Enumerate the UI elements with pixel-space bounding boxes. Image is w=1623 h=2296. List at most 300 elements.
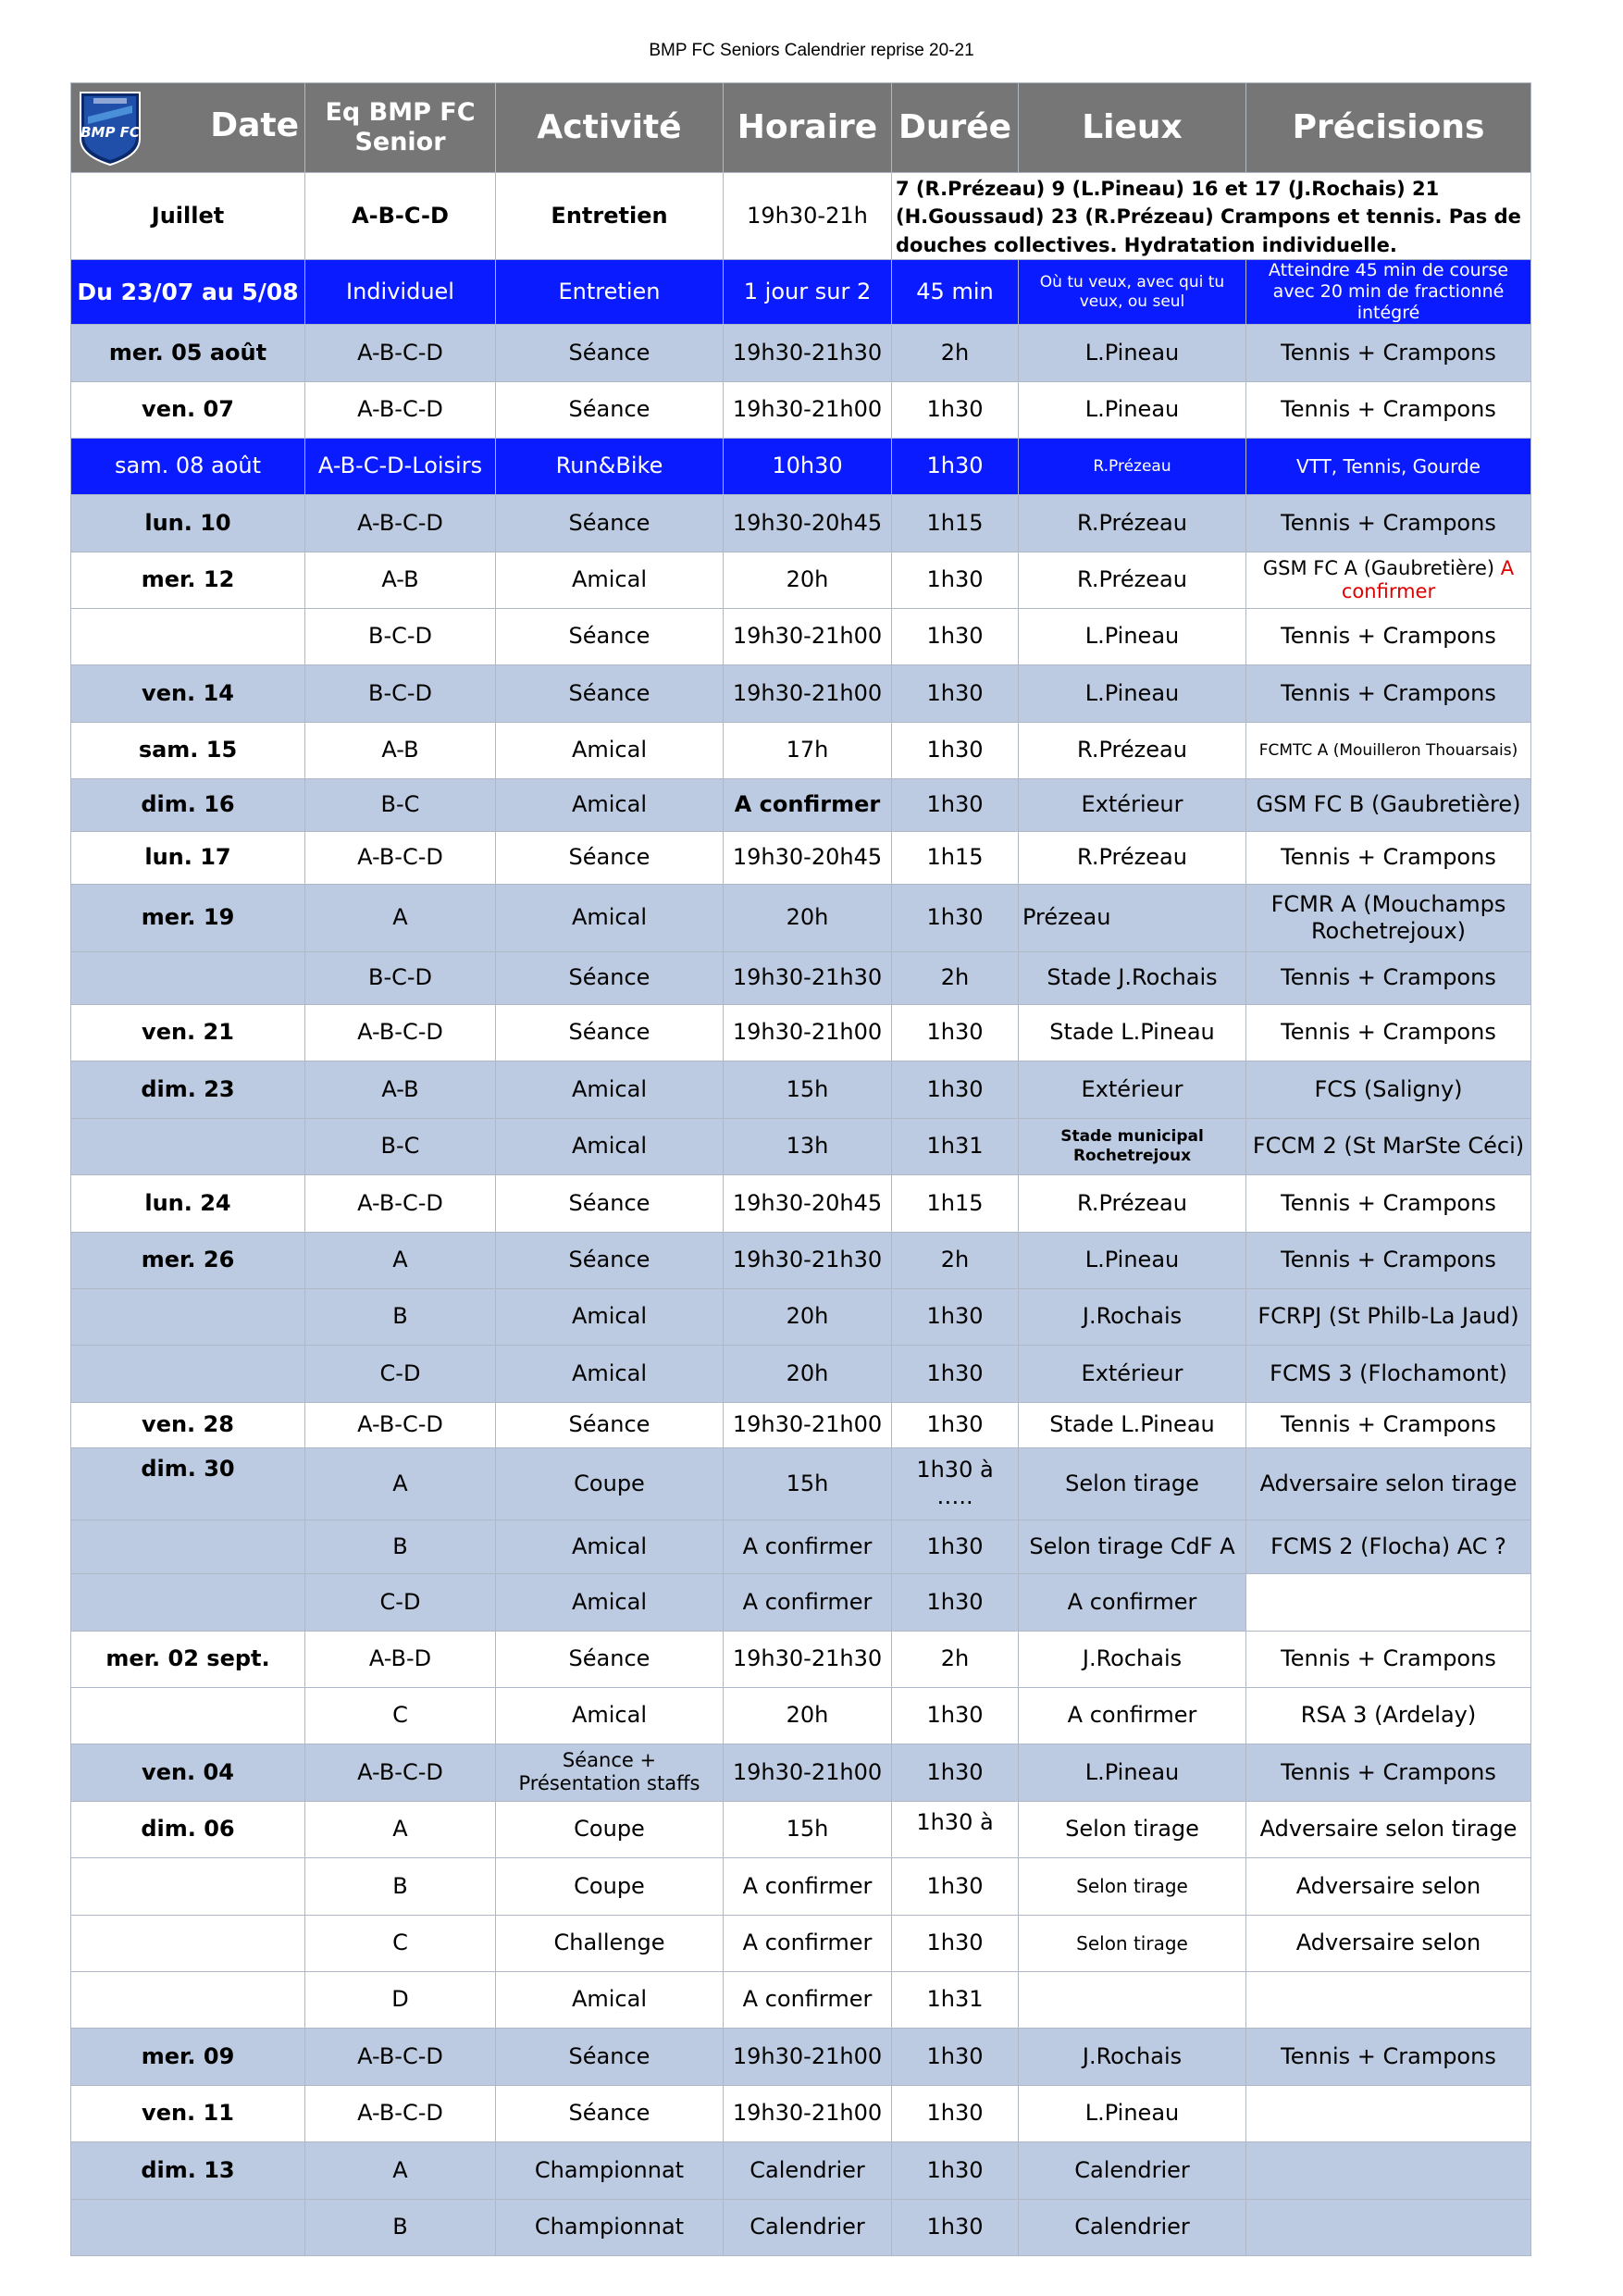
lieux-cell: Selon tirage — [1019, 1447, 1246, 1520]
activite-cell: Amical — [496, 1061, 724, 1118]
table-row — [71, 1573, 1531, 1631]
activite-cell: Séance — [496, 608, 724, 664]
activite-cell: Coupe — [496, 1857, 724, 1915]
activite-cell: Séance — [496, 664, 724, 722]
lieux-cell: L.Pineau — [1019, 381, 1246, 438]
duree-cell: 1h30 à — [892, 1801, 1019, 1857]
table-row — [71, 2085, 1531, 2141]
horaire-cell: 19h30-21h00 — [724, 381, 892, 438]
horaire-cell: 19h30-20h45 — [724, 494, 892, 552]
lieux-cell: R.Prézeau — [1019, 438, 1246, 494]
precisions-cell: Tennis + Crampons — [1246, 324, 1531, 381]
duree-cell: 1h30 — [892, 552, 1019, 608]
precisions-cell: Adversaire selon — [1246, 1915, 1531, 1971]
activite-cell: Séance — [496, 381, 724, 438]
horaire-cell: 20h — [724, 552, 892, 608]
lieux-cell: R.Prézeau — [1019, 722, 1246, 778]
horaire-cell: 17h — [724, 722, 892, 778]
precisions-cell: RSA 3 (Ardelay) — [1246, 1687, 1531, 1744]
eq-cell: A-B — [305, 1061, 496, 1118]
duree-cell: 1h30 — [892, 1687, 1019, 1744]
lieux-cell: Calendrier — [1019, 2141, 1246, 2199]
activite-cell: Amical — [496, 1520, 724, 1573]
eq-cell: D — [305, 1971, 496, 2028]
horaire-cell: 19h30-21h30 — [724, 1631, 892, 1687]
duree-cell: 1h30 — [892, 2199, 1019, 2255]
table-row — [71, 722, 1531, 778]
date-cell: dim. 30 — [71, 1447, 305, 1520]
eq-cell: B — [305, 1520, 496, 1573]
date-cell — [71, 1915, 305, 1971]
duree-cell: 1h31 — [892, 1971, 1019, 2028]
date-cell: dim. 23 — [71, 1061, 305, 1118]
duree-cell: 2h — [892, 324, 1019, 381]
activite-cell: Séance — [496, 324, 724, 381]
table-row — [71, 2028, 1531, 2085]
horaire-cell: Calendrier — [724, 2141, 892, 2199]
duree-cell: 1h30 — [892, 1744, 1019, 1801]
activite-cell: Championnat — [496, 2141, 724, 2199]
header-date-label: Date — [210, 106, 299, 144]
table-row — [71, 438, 1531, 494]
precisions-text: GSM FC A (Gaubretière) — [1262, 556, 1495, 579]
horaire-cell: 19h30-21h00 — [724, 1004, 892, 1061]
lieux-cell: Selon tirage — [1019, 1915, 1246, 1971]
precisions-cell: FCCM 2 (St MarSte Céci) — [1246, 1118, 1531, 1174]
eq-cell: A-B-C-D — [305, 1174, 496, 1232]
lieux-cell: R.Prézeau — [1019, 494, 1246, 552]
duree-cell: 1h30 — [892, 608, 1019, 664]
date-cell: ven. 11 — [71, 2085, 305, 2141]
date-cell: ven. 04 — [71, 1744, 305, 1801]
precisions-cell: Tennis + Crampons — [1246, 1744, 1531, 1801]
date-cell: mer. 05 août — [71, 324, 305, 381]
precisions-cell: Tennis + Crampons — [1246, 1174, 1531, 1232]
precisions-cell: VTT, Tennis, Gourde — [1246, 438, 1531, 494]
date-cell: ven. 07 — [71, 381, 305, 438]
precisions-cell: Atteindre 45 min de course avec 20 min de fractionné intégré — [1246, 260, 1531, 324]
club-logo-icon — [75, 89, 145, 167]
juillet-note-cell: 7 (R.Prézeau) 9 (L.Pineau) 16 et 17 (J.Rochais) 21 (H.Goussaud) 23 (R.Prézeau) Crampons et tennis. Pas de douches collectives. Hydratation individuelle. — [892, 173, 1531, 260]
eq-cell: A-B-C-D-Loisirs — [305, 438, 496, 494]
duree-cell: 2h — [892, 1232, 1019, 1288]
table-row — [71, 884, 1531, 951]
horaire-cell: 19h30-21h00 — [724, 2085, 892, 2141]
activite-cell: Coupe — [496, 1801, 724, 1857]
table-row — [71, 831, 1531, 884]
duree-cell: 1h30 — [892, 1061, 1019, 1118]
table-row — [71, 260, 1531, 324]
precisions-cell — [1246, 1971, 1531, 2028]
horaire-cell: 15h — [724, 1447, 892, 1520]
table-row — [71, 2141, 1531, 2199]
duree-cell: 1h30 — [892, 1345, 1019, 1402]
activite-cell: Amical — [496, 552, 724, 608]
confirm-warning: A confirmer — [1341, 556, 1515, 602]
eq-cell: B — [305, 2199, 496, 2255]
horaire-cell: 15h — [724, 1801, 892, 1857]
horaire-cell: 19h30-21h00 — [724, 608, 892, 664]
table-row — [71, 951, 1531, 1004]
horaire-cell: 20h — [724, 1288, 892, 1345]
lieux-cell: L.Pineau — [1019, 1232, 1246, 1288]
duree-cell: 1h30 — [892, 438, 1019, 494]
duree-cell: 1h30 — [892, 1288, 1019, 1345]
table-row — [71, 1061, 1531, 1118]
table-row — [71, 1345, 1531, 1402]
lieux-cell: R.Prézeau — [1019, 831, 1246, 884]
table-row — [71, 494, 1531, 552]
eq-cell: A-B-C-D — [305, 324, 496, 381]
precisions-cell: Tennis + Crampons — [1246, 1631, 1531, 1687]
lieux-cell: J.Rochais — [1019, 1631, 1246, 1687]
eq-cell: C — [305, 1687, 496, 1744]
date-cell: ven. 28 — [71, 1402, 305, 1447]
table-row — [71, 381, 1531, 438]
header-row — [71, 83, 1531, 173]
eq-cell: A-B-C-D — [305, 381, 496, 438]
lieux-cell: Extérieur — [1019, 1061, 1246, 1118]
eq-cell: B-C-D — [305, 608, 496, 664]
precisions-cell: Adversaire selon tirage — [1246, 1447, 1531, 1520]
table-row — [71, 1520, 1531, 1573]
lieux-cell: Stade municipal Rochetrejoux — [1019, 1118, 1246, 1174]
horaire-cell: 20h — [724, 1687, 892, 1744]
activite-cell: Séance — [496, 494, 724, 552]
eq-cell: A — [305, 884, 496, 951]
precisions-cell: FCMTC A (Mouilleron Thouarsais) — [1246, 722, 1531, 778]
precisions-cell: Tennis + Crampons — [1246, 1232, 1531, 1288]
eq-cell: A — [305, 1447, 496, 1520]
precisions-cell: Tennis + Crampons — [1246, 1402, 1531, 1447]
date-cell — [71, 1520, 305, 1573]
duree-cell: 1h31 — [892, 1118, 1019, 1174]
precisions-cell: FCMS 2 (Flocha) AC ? — [1246, 1520, 1531, 1573]
header-activite: Activité — [496, 83, 724, 173]
activite-cell: Amical — [496, 1288, 724, 1345]
lieux-cell: Selon tirage CdF A — [1019, 1520, 1246, 1573]
horaire-cell: 20h — [724, 884, 892, 951]
eq-cell: B — [305, 1857, 496, 1915]
date-cell — [71, 608, 305, 664]
precisions-cell: FCMS 3 (Flochamont) — [1246, 1345, 1531, 1402]
activite-cell: Amical — [496, 1687, 724, 1744]
eq-cell: A-B-C-D — [305, 831, 496, 884]
duree-cell: 1h30 — [892, 722, 1019, 778]
header-eq: Eq BMP FC Senior — [305, 83, 496, 173]
eq-cell: C — [305, 1915, 496, 1971]
horaire-cell: 19h30-20h45 — [724, 1174, 892, 1232]
lieux-cell: Extérieur — [1019, 1345, 1246, 1402]
date-cell — [71, 1573, 305, 1631]
horaire-cell: 19h30-21h30 — [724, 951, 892, 1004]
activite-cell: Entretien — [496, 173, 724, 260]
activite-cell: Amical — [496, 1971, 724, 2028]
table-row — [71, 1232, 1531, 1288]
precisions-cell: FCRPJ (St Philb-La Jaud) — [1246, 1288, 1531, 1345]
table-row — [71, 1744, 1531, 1801]
date-cell: sam. 15 — [71, 722, 305, 778]
date-cell — [71, 1687, 305, 1744]
eq-cell: A-B-C-D — [305, 494, 496, 552]
eq-cell: B-C-D — [305, 664, 496, 722]
date-cell: lun. 17 — [71, 831, 305, 884]
lieux-cell: Calendrier — [1019, 2199, 1246, 2255]
header-lieux: Lieux — [1019, 83, 1246, 173]
date-cell — [71, 1118, 305, 1174]
duree-cell: 2h — [892, 1631, 1019, 1687]
precisions-cell — [1246, 2085, 1531, 2141]
header-precisions: Précisions — [1246, 83, 1531, 173]
activite-cell: Championnat — [496, 2199, 724, 2255]
lieux-cell: L.Pineau — [1019, 664, 1246, 722]
eq-cell: B-C — [305, 778, 496, 831]
date-cell: dim. 06 — [71, 1801, 305, 1857]
precisions-cell: Tennis + Crampons — [1246, 608, 1531, 664]
activite-cell: Séance — [496, 951, 724, 1004]
header-duree: Durée — [892, 83, 1019, 173]
table-row — [71, 778, 1531, 831]
duree-cell: 1h30 — [892, 1857, 1019, 1915]
date-cell: dim. 13 — [71, 2141, 305, 2199]
duree-cell: 1h30 — [892, 2028, 1019, 2085]
horaire-cell: 1 jour sur 2 — [724, 260, 892, 324]
duree-cell: 1h30 — [892, 2141, 1019, 2199]
duree-cell: 1h15 — [892, 1174, 1019, 1232]
horaire-cell: 19h30-21h30 — [724, 324, 892, 381]
date-cell: ven. 21 — [71, 1004, 305, 1061]
horaire-cell: A confirmer — [724, 1915, 892, 1971]
date-cell — [71, 1857, 305, 1915]
eq-cell: A-B-C-D — [305, 1004, 496, 1061]
precisions-cell: Tennis + Crampons — [1246, 381, 1531, 438]
precisions-cell: Tennis + Crampons — [1246, 951, 1531, 1004]
date-cell: mer. 26 — [71, 1232, 305, 1288]
duree-cell: 1h30 — [892, 1915, 1019, 1971]
horaire-cell: 19h30-21h30 — [724, 1232, 892, 1288]
precisions-cell: Adversaire selon — [1246, 1857, 1531, 1915]
horaire-cell: 19h30-21h00 — [724, 1402, 892, 1447]
duree-cell: 1h30 à ….. — [892, 1447, 1019, 1520]
eq-cell: A — [305, 1232, 496, 1288]
date-cell — [71, 1288, 305, 1345]
eq-cell: A-B-C-D — [305, 173, 496, 260]
activite-cell: Amical — [496, 1345, 724, 1402]
horaire-cell: 19h30-21h00 — [724, 664, 892, 722]
eq-cell: A-B-C-D — [305, 1402, 496, 1447]
lieux-cell: Stade J.Rochais — [1019, 951, 1246, 1004]
date-cell: dim. 16 — [71, 778, 305, 831]
lieux-cell: Selon tirage — [1019, 1857, 1246, 1915]
eq-cell: C-D — [305, 1573, 496, 1631]
duree-cell: 1h30 — [892, 1402, 1019, 1447]
duree-cell: 1h30 — [892, 381, 1019, 438]
lieux-cell: L.Pineau — [1019, 324, 1246, 381]
header-horaire: Horaire — [724, 83, 892, 173]
duree-cell: 1h15 — [892, 831, 1019, 884]
horaire-cell: A confirmer — [724, 1971, 892, 2028]
table-row — [71, 1631, 1531, 1687]
activite-cell: Entretien — [496, 260, 724, 324]
lieux-cell: Stade L.Pineau — [1019, 1004, 1246, 1061]
eq-cell: A-B-C-D — [305, 2085, 496, 2141]
table-row — [71, 1288, 1531, 1345]
duree-cell: 1h30 — [892, 1573, 1019, 1631]
precisions-cell: GSM FC B (Gaubretière) — [1246, 778, 1531, 831]
date-cell: lun. 10 — [71, 494, 305, 552]
date-cell — [71, 2199, 305, 2255]
precisions-cell — [1246, 2141, 1531, 2199]
eq-cell: A-B-C-D — [305, 1744, 496, 1801]
date-cell: lun. 24 — [71, 1174, 305, 1232]
precisions-cell: Tennis + Crampons — [1246, 1004, 1531, 1061]
activite-cell: Séance — [496, 831, 724, 884]
eq-cell: B-C-D — [305, 951, 496, 1004]
precisions-cell: FCS (Saligny) — [1246, 1061, 1531, 1118]
lieux-cell: Extérieur — [1019, 778, 1246, 831]
duree-cell: 1h15 — [892, 494, 1019, 552]
activite-cell: Run&Bike — [496, 438, 724, 494]
activite-cell: Amical — [496, 778, 724, 831]
lieux-cell: Où tu veux, avec qui tu veux, ou seul — [1019, 260, 1246, 324]
activite-cell: Amical — [496, 1573, 724, 1631]
eq-cell: A-B — [305, 722, 496, 778]
schedule-table — [70, 82, 1531, 2256]
lieux-cell: J.Rochais — [1019, 1288, 1246, 1345]
table-row — [71, 324, 1531, 381]
eq-cell: A — [305, 1801, 496, 1857]
eq-cell: A-B — [305, 552, 496, 608]
horaire-cell: 20h — [724, 1345, 892, 1402]
header-date — [71, 83, 305, 173]
table-row — [71, 552, 1531, 608]
precisions-cell: Tennis + Crampons — [1246, 2028, 1531, 2085]
document-title: BMP FC Seniors Calendrier reprise 20-21 — [649, 41, 974, 60]
lieux-cell: L.Pineau — [1019, 1744, 1246, 1801]
precisions-cell: Tennis + Crampons — [1246, 664, 1531, 722]
table-row — [71, 1004, 1531, 1061]
date-cell — [71, 1345, 305, 1402]
activite-cell: Séance — [496, 1232, 724, 1288]
duree-cell: 1h30 — [892, 1520, 1019, 1573]
duree-cell: 2h — [892, 951, 1019, 1004]
lieux-cell — [1019, 1971, 1246, 2028]
horaire-cell: 19h30-21h — [724, 173, 892, 260]
horaire-cell: A confirmer — [724, 1857, 892, 1915]
duree-cell: 45 min — [892, 260, 1019, 324]
duree-cell: 1h30 — [892, 664, 1019, 722]
date-cell: ven. 14 — [71, 664, 305, 722]
precisions-cell — [1246, 552, 1531, 608]
date-cell: mer. 09 — [71, 2028, 305, 2085]
activite-cell: Séance — [496, 2085, 724, 2141]
eq-cell: B — [305, 1288, 496, 1345]
eq-cell: A — [305, 2141, 496, 2199]
lieux-cell: R.Prézeau — [1019, 552, 1246, 608]
lieux-cell: L.Pineau — [1019, 2085, 1246, 2141]
duree-cell: 1h30 — [892, 2085, 1019, 2141]
precisions-cell: Adversaire selon tirage — [1246, 1801, 1531, 1857]
precisions-cell: FCMR A (Mouchamps Rochetrejoux) — [1246, 884, 1531, 951]
lieux-cell: J.Rochais — [1019, 2028, 1246, 2085]
horaire-cell: 15h — [724, 1061, 892, 1118]
precisions-cell: Tennis + Crampons — [1246, 831, 1531, 884]
eq-cell: B-C — [305, 1118, 496, 1174]
horaire-cell: A confirmer — [724, 1573, 892, 1631]
activite-cell: Amical — [496, 722, 724, 778]
horaire-cell: A confirmer — [724, 1520, 892, 1573]
table-row — [71, 2199, 1531, 2255]
horaire-cell: Calendrier — [724, 2199, 892, 2255]
precisions-cell: Tennis + Crampons — [1246, 494, 1531, 552]
duree-cell: 1h30 — [892, 884, 1019, 951]
date-cell — [71, 951, 305, 1004]
table-row — [71, 1915, 1531, 1971]
horaire-cell: A confirmer — [724, 778, 892, 831]
table-row — [71, 1447, 1531, 1520]
horaire-cell: 19h30-20h45 — [724, 831, 892, 884]
table-row — [71, 1402, 1531, 1447]
date-cell: mer. 02 sept. — [71, 1631, 305, 1687]
lieux-cell: R.Prézeau — [1019, 1174, 1246, 1232]
horaire-cell: 10h30 — [724, 438, 892, 494]
table-row — [71, 608, 1531, 664]
eq-cell: A-B-D — [305, 1631, 496, 1687]
precisions-cell — [1246, 1573, 1531, 1631]
table-row — [71, 1118, 1531, 1174]
lieux-cell: Stade L.Pineau — [1019, 1402, 1246, 1447]
table-row — [71, 664, 1531, 722]
date-cell: Juillet — [71, 173, 305, 260]
activite-cell: Amical — [496, 1118, 724, 1174]
lieux-cell: L.Pineau — [1019, 608, 1246, 664]
date-cell: mer. 12 — [71, 552, 305, 608]
svg-text:BMP FC: BMP FC — [81, 124, 140, 141]
lieux-cell: Selon tirage — [1019, 1801, 1246, 1857]
activite-cell: Séance — [496, 1402, 724, 1447]
lieux-cell: Prézeau — [1019, 884, 1246, 951]
precisions-cell — [1246, 2199, 1531, 2255]
activite-cell: Coupe — [496, 1447, 724, 1520]
activite-cell: Amical — [496, 884, 724, 951]
horaire-cell: 19h30-21h00 — [724, 1744, 892, 1801]
table-row — [71, 1971, 1531, 2028]
activite-cell: Challenge — [496, 1915, 724, 1971]
activite-cell: Séance — [496, 1174, 724, 1232]
table-row — [71, 173, 1531, 260]
date-cell: Du 23/07 au 5/08 — [71, 260, 305, 324]
date-cell: mer. 19 — [71, 884, 305, 951]
activite-cell: Séance + Présentation staffs — [496, 1744, 724, 1801]
table-row — [71, 1174, 1531, 1232]
eq-cell: C-D — [305, 1345, 496, 1402]
lieux-cell: A confirmer — [1019, 1573, 1246, 1631]
eq-cell: Individuel — [305, 260, 496, 324]
activite-cell: Séance — [496, 2028, 724, 2085]
activite-cell: Séance — [496, 1004, 724, 1061]
duree-cell: 1h30 — [892, 1004, 1019, 1061]
date-cell — [71, 1971, 305, 2028]
lieux-cell: A confirmer — [1019, 1687, 1246, 1744]
duree-cell: 1h30 — [892, 778, 1019, 831]
activite-cell: Séance — [496, 1631, 724, 1687]
date-cell: sam. 08 août — [71, 438, 305, 494]
horaire-cell: 13h — [724, 1118, 892, 1174]
eq-cell: A-B-C-D — [305, 2028, 496, 2085]
table-row — [71, 1801, 1531, 1857]
horaire-cell: 19h30-21h00 — [724, 2028, 892, 2085]
table-row — [71, 1857, 1531, 1915]
